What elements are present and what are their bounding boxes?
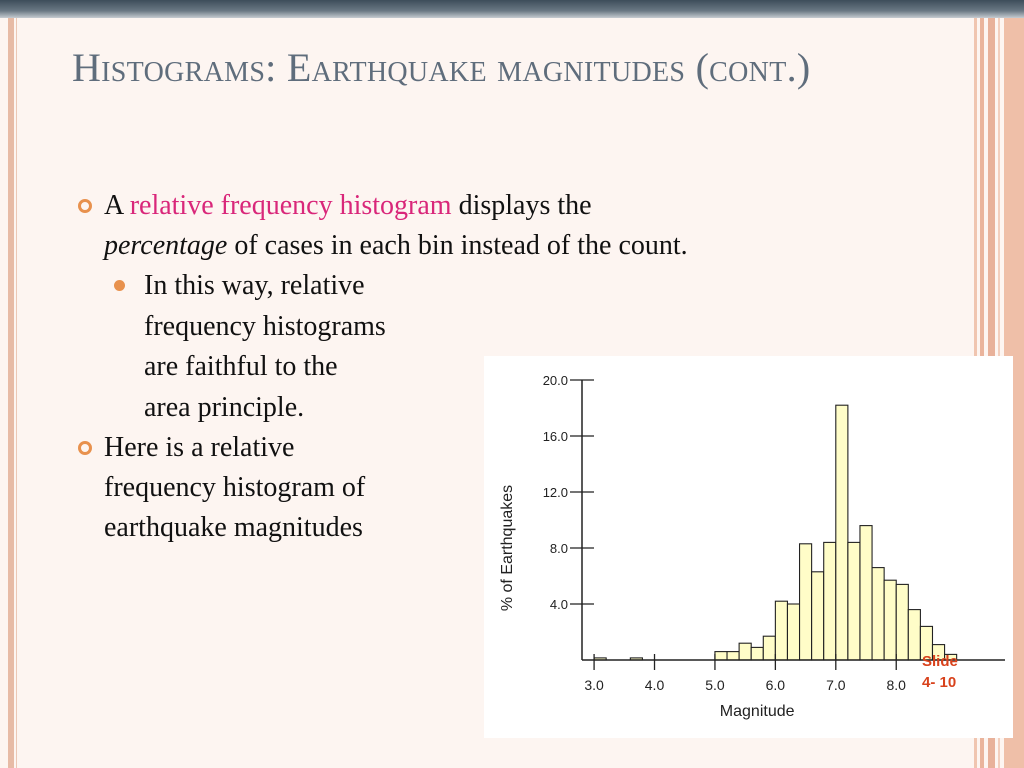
emphasis-percentage: percentage xyxy=(104,230,228,261)
histogram-bar xyxy=(787,604,799,660)
y-tick-label: 12.0 xyxy=(542,485,568,500)
y-tick-label: 4.0 xyxy=(549,597,568,612)
bullet-suffix: of cases in each bin instead of the count. xyxy=(227,230,688,261)
histogram-bar xyxy=(715,652,727,660)
y-tick-label: 16.0 xyxy=(542,429,568,444)
x-tick-label: 3.0 xyxy=(584,677,604,693)
x-tick-label: 6.0 xyxy=(765,677,786,693)
bullet-mid: displays the xyxy=(451,190,592,221)
histogram-bar xyxy=(727,652,739,660)
sub-line: area principle. xyxy=(144,391,305,423)
bullet-line: frequency histogram of xyxy=(104,472,366,503)
y-axis-label: % of Earthquakes xyxy=(499,484,516,612)
x-axis-label: Magnitude xyxy=(719,703,795,720)
histogram-bar xyxy=(908,610,920,660)
histogram-bar xyxy=(896,584,908,660)
histogram-bar xyxy=(751,647,763,660)
dot-bullet-icon xyxy=(114,280,125,291)
histogram-bar xyxy=(836,405,848,660)
histogram-bar xyxy=(800,544,812,660)
sub-line: frequency histograms xyxy=(144,310,386,342)
histogram-bar xyxy=(884,580,896,660)
histogram-bar xyxy=(739,643,751,660)
top-bar xyxy=(0,0,1024,18)
bullet-prefix: A xyxy=(104,190,130,221)
slide-number-label: Slide xyxy=(922,653,958,670)
slide-title: Histograms: Earthquake magnitudes (cont.) xyxy=(72,45,811,90)
sub-line: are faithful to the xyxy=(144,351,338,382)
ring-bullet-icon xyxy=(78,199,92,213)
bullet-line: earthquake magnitudes xyxy=(104,512,363,543)
sub-line: In this way, relative xyxy=(144,270,365,301)
histogram-bar xyxy=(872,568,884,660)
y-tick-label: 20.0 xyxy=(542,373,568,388)
x-tick-label: 5.0 xyxy=(705,677,725,693)
x-tick-label: 7.0 xyxy=(826,677,846,693)
histogram-bar xyxy=(763,636,775,660)
y-tick-label: 8.0 xyxy=(549,541,568,556)
left-border xyxy=(8,18,14,768)
x-tick-label: 8.0 xyxy=(886,677,906,693)
histogram-bar xyxy=(824,542,836,660)
histogram-bar xyxy=(812,572,824,660)
bullet-relative-frequency xyxy=(72,186,688,266)
highlight-term: relative frequency histogram xyxy=(129,190,452,221)
ring-bullet-icon xyxy=(78,441,92,455)
histogram-bar xyxy=(775,601,787,660)
slide-number xyxy=(922,651,982,693)
histogram-bar xyxy=(860,526,872,660)
x-tick-label: 4.0 xyxy=(644,677,665,693)
slide-number-value: 4- 10 xyxy=(922,674,957,691)
histogram-bar xyxy=(848,542,860,660)
bullet-line: Here is a relative xyxy=(104,432,295,463)
